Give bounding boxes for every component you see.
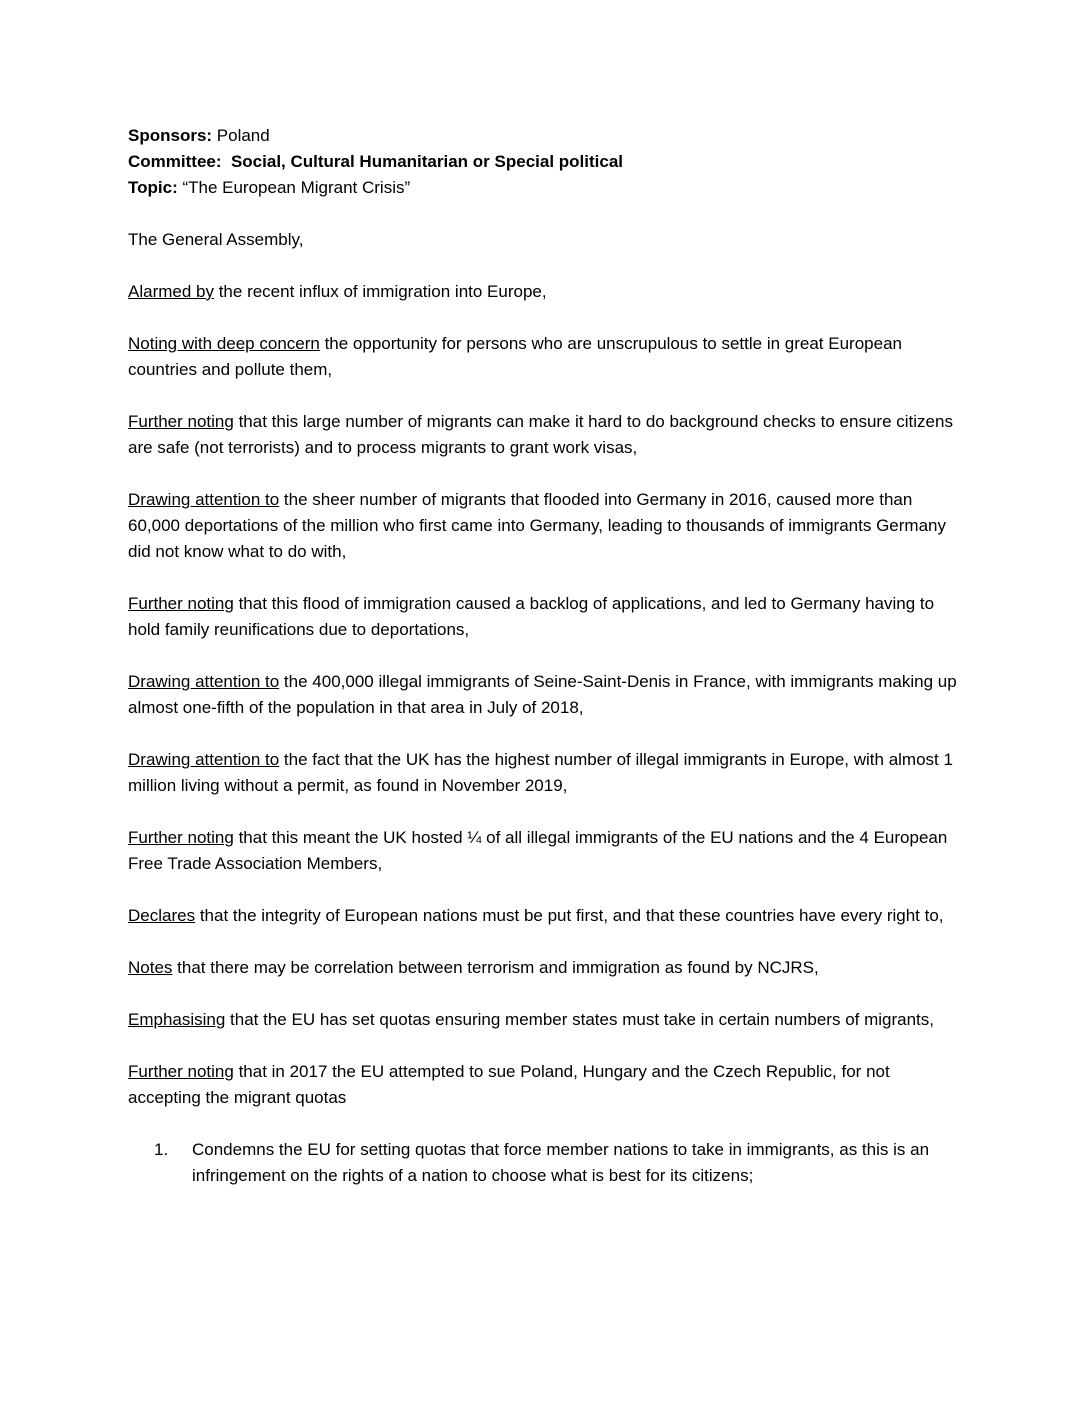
committee-label: Committee: <box>128 152 222 171</box>
clause-text: that there may be correlation between terrorism and immigration as found by NCJRS, <box>172 958 819 977</box>
clause-text: that this large number of migrants can make it hard to do background checks to ensure citizens are safe (not terrorists) and to process migrants to grant work visas, <box>128 412 958 457</box>
sponsors-value: Poland <box>212 126 270 145</box>
clause-text: the recent influx of immigration into Europe, <box>213 282 547 301</box>
clause-text: that this meant the UK hosted ¼ of all illegal immigrants of the EU nations and the 4 European Free Trade Association Members, <box>128 828 953 873</box>
clause-phrase: Further noting <box>128 412 234 431</box>
preambular-clause <box>128 1007 966 1033</box>
clause-phrase: Alarmed by <box>128 282 214 301</box>
preambular-clause <box>128 409 966 461</box>
clause-phrase: Further noting <box>128 828 234 847</box>
clause-phrase: Emphasising <box>128 1010 226 1029</box>
clause-text: the fact that the UK has the highest number of illegal immigrants in Europe, with almost 1 million living without a permit, as found in November 2019, <box>128 750 958 795</box>
clause-phrase: Further noting <box>128 1062 234 1081</box>
preambular-clause <box>128 669 966 721</box>
sponsors-line <box>128 123 966 149</box>
clause-phrase: Notes <box>128 958 173 977</box>
clause-phrase: Declares <box>128 906 196 925</box>
preambular-clause <box>128 825 966 877</box>
clause-text: that in 2017 the EU attempted to sue Poland, Hungary and the Czech Republic, for not accepting the migrant quotas <box>128 1062 895 1107</box>
preambular-clause <box>128 747 966 799</box>
preambular-clause <box>128 591 966 643</box>
clause-phrase: Further noting <box>128 594 234 613</box>
clause-text: the sheer number of migrants that flooded into Germany in 2016, caused more than 60,000 deportations of the million who first came into Germany, leading to thousands of immigrants Germany did not know what to do with, <box>128 490 951 561</box>
preambular-clause <box>128 279 966 305</box>
clause-phrase: Noting with deep concern <box>128 334 320 353</box>
committee-line <box>128 149 966 175</box>
clause-text: the opportunity for persons who are unscrupulous to settle in great European countries and pollute them, <box>128 334 907 379</box>
document-content <box>128 123 966 1189</box>
clause-text: that this flood of immigration caused a backlog of applications, and led to Germany having to hold family reunifications due to deportations, <box>128 594 939 639</box>
preambular-clause <box>128 331 966 383</box>
preambular-clause <box>128 1059 966 1111</box>
clause-phrase: Drawing attention to <box>128 672 280 691</box>
salutation: The General Assembly, <box>128 230 304 249</box>
clause-phrase: Drawing attention to <box>128 490 280 509</box>
topic-line <box>128 175 966 201</box>
committee-value: Social, Cultural Humanitarian or Special political <box>221 152 623 171</box>
topic-label: Topic: <box>128 178 178 197</box>
topic-value: “The European Migrant Crisis” <box>177 178 411 197</box>
clause-phrase: Drawing attention to <box>128 750 280 769</box>
clause-text: that the integrity of European nations must be put first, and that these countries have every right to, <box>195 906 944 925</box>
preambular-clause <box>128 955 966 981</box>
operative-clause-number: 1. <box>154 1140 169 1159</box>
preambular-clause <box>128 487 966 565</box>
clause-text: the 400,000 illegal immigrants of Seine-Saint-Denis in France, with immigrants making up almost one-fifth of the population in that area in July of 2018, <box>128 672 962 717</box>
operative-clause-text: Condemns the EU for setting quotas that force member nations to take in immigrants, as this is an infringement on the rights of a nation to choose what is best for its citizens; <box>192 1140 934 1185</box>
sponsors-label: Sponsors: <box>128 126 213 145</box>
operative-clause <box>154 1137 966 1189</box>
clause-text: that the EU has set quotas ensuring member states must take in certain numbers of migrants, <box>225 1010 934 1029</box>
preambular-clause <box>128 903 966 929</box>
